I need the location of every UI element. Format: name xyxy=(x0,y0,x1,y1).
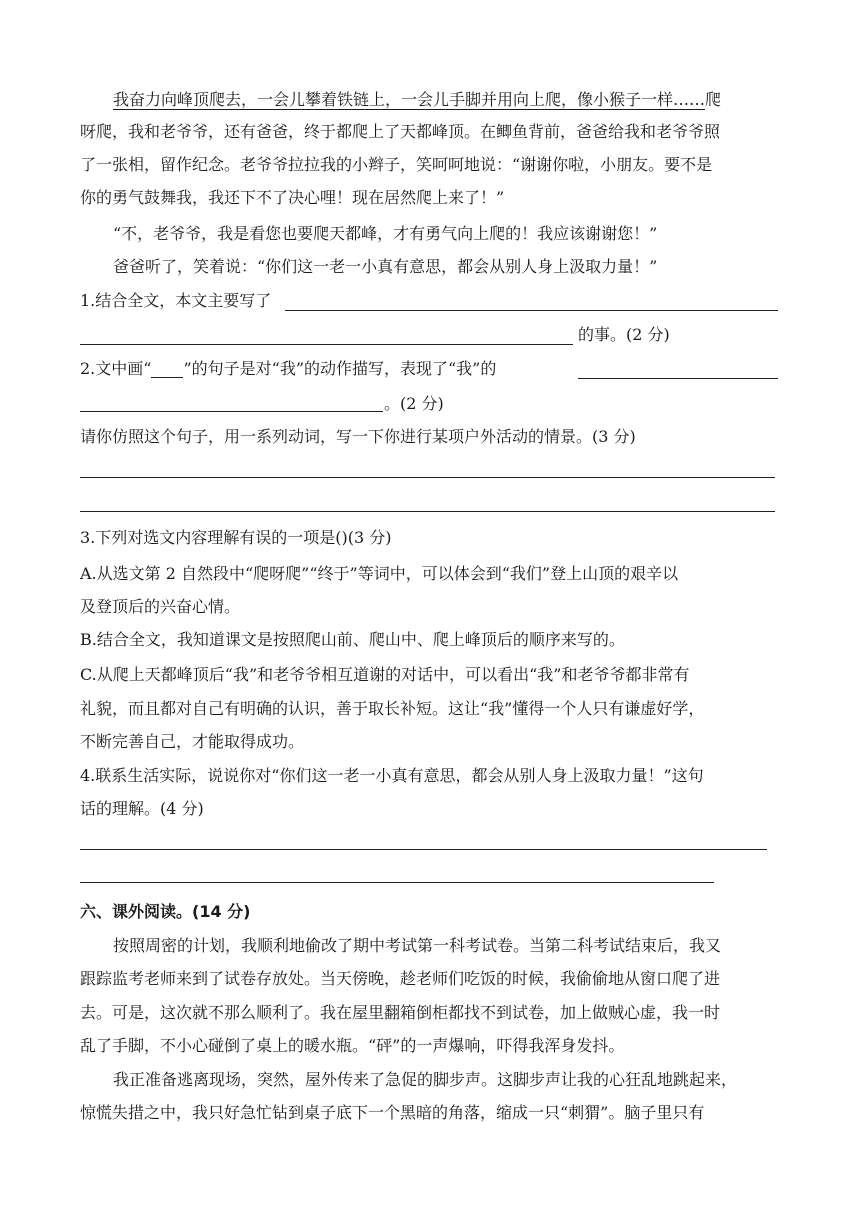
underlined-sentence: 我奋力向峰顶爬去，一会儿攀着铁链上，一会儿手脚并用向上爬，像小猴子一样…… xyxy=(113,90,706,109)
reading-line: 跟踪监考老师来到了试卷存放处。当天傍晚，趁老师们吃饭的时候，我偷偷地从窗口爬了进 xyxy=(80,969,721,988)
reading-line: 按照周密的计划，我顺利地偷改了期中考试第一科考试卷。当第二科考试结束后，我又 xyxy=(113,936,722,955)
reading-line: 我正准备逃离现场，突然，屋外传来了急促的脚步声。这脚步声让我的心狂乱地跳起来， xyxy=(113,1070,738,1089)
answer-line[interactable] xyxy=(80,411,383,412)
passage-line: 我奋力向峰顶爬去，一会儿攀着铁链上，一会儿手脚并用向上爬，像小猴子一样……爬 xyxy=(113,90,722,109)
passage-line: 了一张相，留作纪念。老爷爷拉拉我的小辫子，笑呵呵地说：“谢谢你啦，小朋友。要不是 xyxy=(80,155,713,174)
answer-line[interactable] xyxy=(80,882,714,883)
answer-line[interactable] xyxy=(80,849,767,850)
question-1: 1.结合全文，本文主要写了 xyxy=(80,291,272,310)
answer-line[interactable] xyxy=(80,344,573,345)
option-c: 礼貌，而且都对自己有明确的认识，善于取长补短。这让“我”懂得一个人只有谦虚好学， xyxy=(80,699,705,718)
reading-line: 去。可是，这次就不那么顺利了。我在屋里翻箱倒柜都找不到试卷，加上做贼心虚，我一时 xyxy=(80,1003,721,1022)
passage-line: 爸爸听了，笑着说：“你们这一老一小真有意思，都会从别人身上汲取力量！” xyxy=(113,257,658,276)
reading-line: 惊慌失措之中，我只好急忙钻到桌子底下一个黑暗的角落，缩成一只“刺猬”。脑子里只有 xyxy=(80,1103,705,1122)
section-heading: 六、课外阅读。(14 分) xyxy=(80,902,251,921)
question-2: 2.文中画“ ”的句子是对“我”的动作描写，表现了“我”的 xyxy=(80,359,497,378)
reading-line: 乱了手脚，不小心碰倒了桌上的暖水瓶。“砰”的一声爆响，吓得我浑身发抖。 xyxy=(80,1036,625,1055)
answer-line[interactable] xyxy=(578,378,778,379)
question-1-suffix: 的事。(2 分) xyxy=(578,325,670,344)
question-2-suffix: 。(2 分) xyxy=(384,394,444,413)
question-4: 4.联系生活实际，说说你对“你们这一老一小真有意思，都会从别人身上汲取力量！”这句 xyxy=(80,766,704,785)
question-3: 3.下列对选文内容理解有误的一项是()(3 分) xyxy=(80,528,392,547)
answer-line[interactable] xyxy=(285,310,778,311)
question-4: 话的理解。(4 分) xyxy=(80,799,204,818)
option-c: C.从爬上天都峰顶后“我”和老爷爷相互道谢的对话中，可以看出“我”和老爷爷都非常有 xyxy=(80,665,690,684)
passage-line: 你的勇气鼓舞我，我还下不了决心哩！现在居然爬上来了！” xyxy=(80,188,505,207)
option-c: 不断完善自己，才能取得成功。 xyxy=(80,732,305,751)
answer-line[interactable] xyxy=(80,511,775,512)
passage-line: “不，老爷爷，我是看您也要爬天都峰，才有勇气向上爬的！我应该谢谢您！” xyxy=(113,224,658,243)
question-2-task: 请你仿照这个句子，用一系列动词，写一下你进行某项户外活动的情景。(3 分) xyxy=(80,427,636,446)
passage-line: 呀爬，我和老爷爷，还有爸爸，终于都爬上了天都峰顶。在鲫鱼背前，爸爸给我和老爷爷照 xyxy=(80,122,721,141)
option-a: 及登顶后的兴奋心情。 xyxy=(80,597,241,616)
underline-marker xyxy=(151,361,183,378)
option-b: B.结合全文，我知道课文是按照爬山前、爬山中、爬上峰顶后的顺序来写的。 xyxy=(80,630,625,649)
option-a: A.从选文第 2 自然段中“爬呀爬”“终于”等词中，可以体会到“我们”登上山顶的艰辛以 xyxy=(80,564,679,583)
answer-line[interactable] xyxy=(80,477,775,478)
